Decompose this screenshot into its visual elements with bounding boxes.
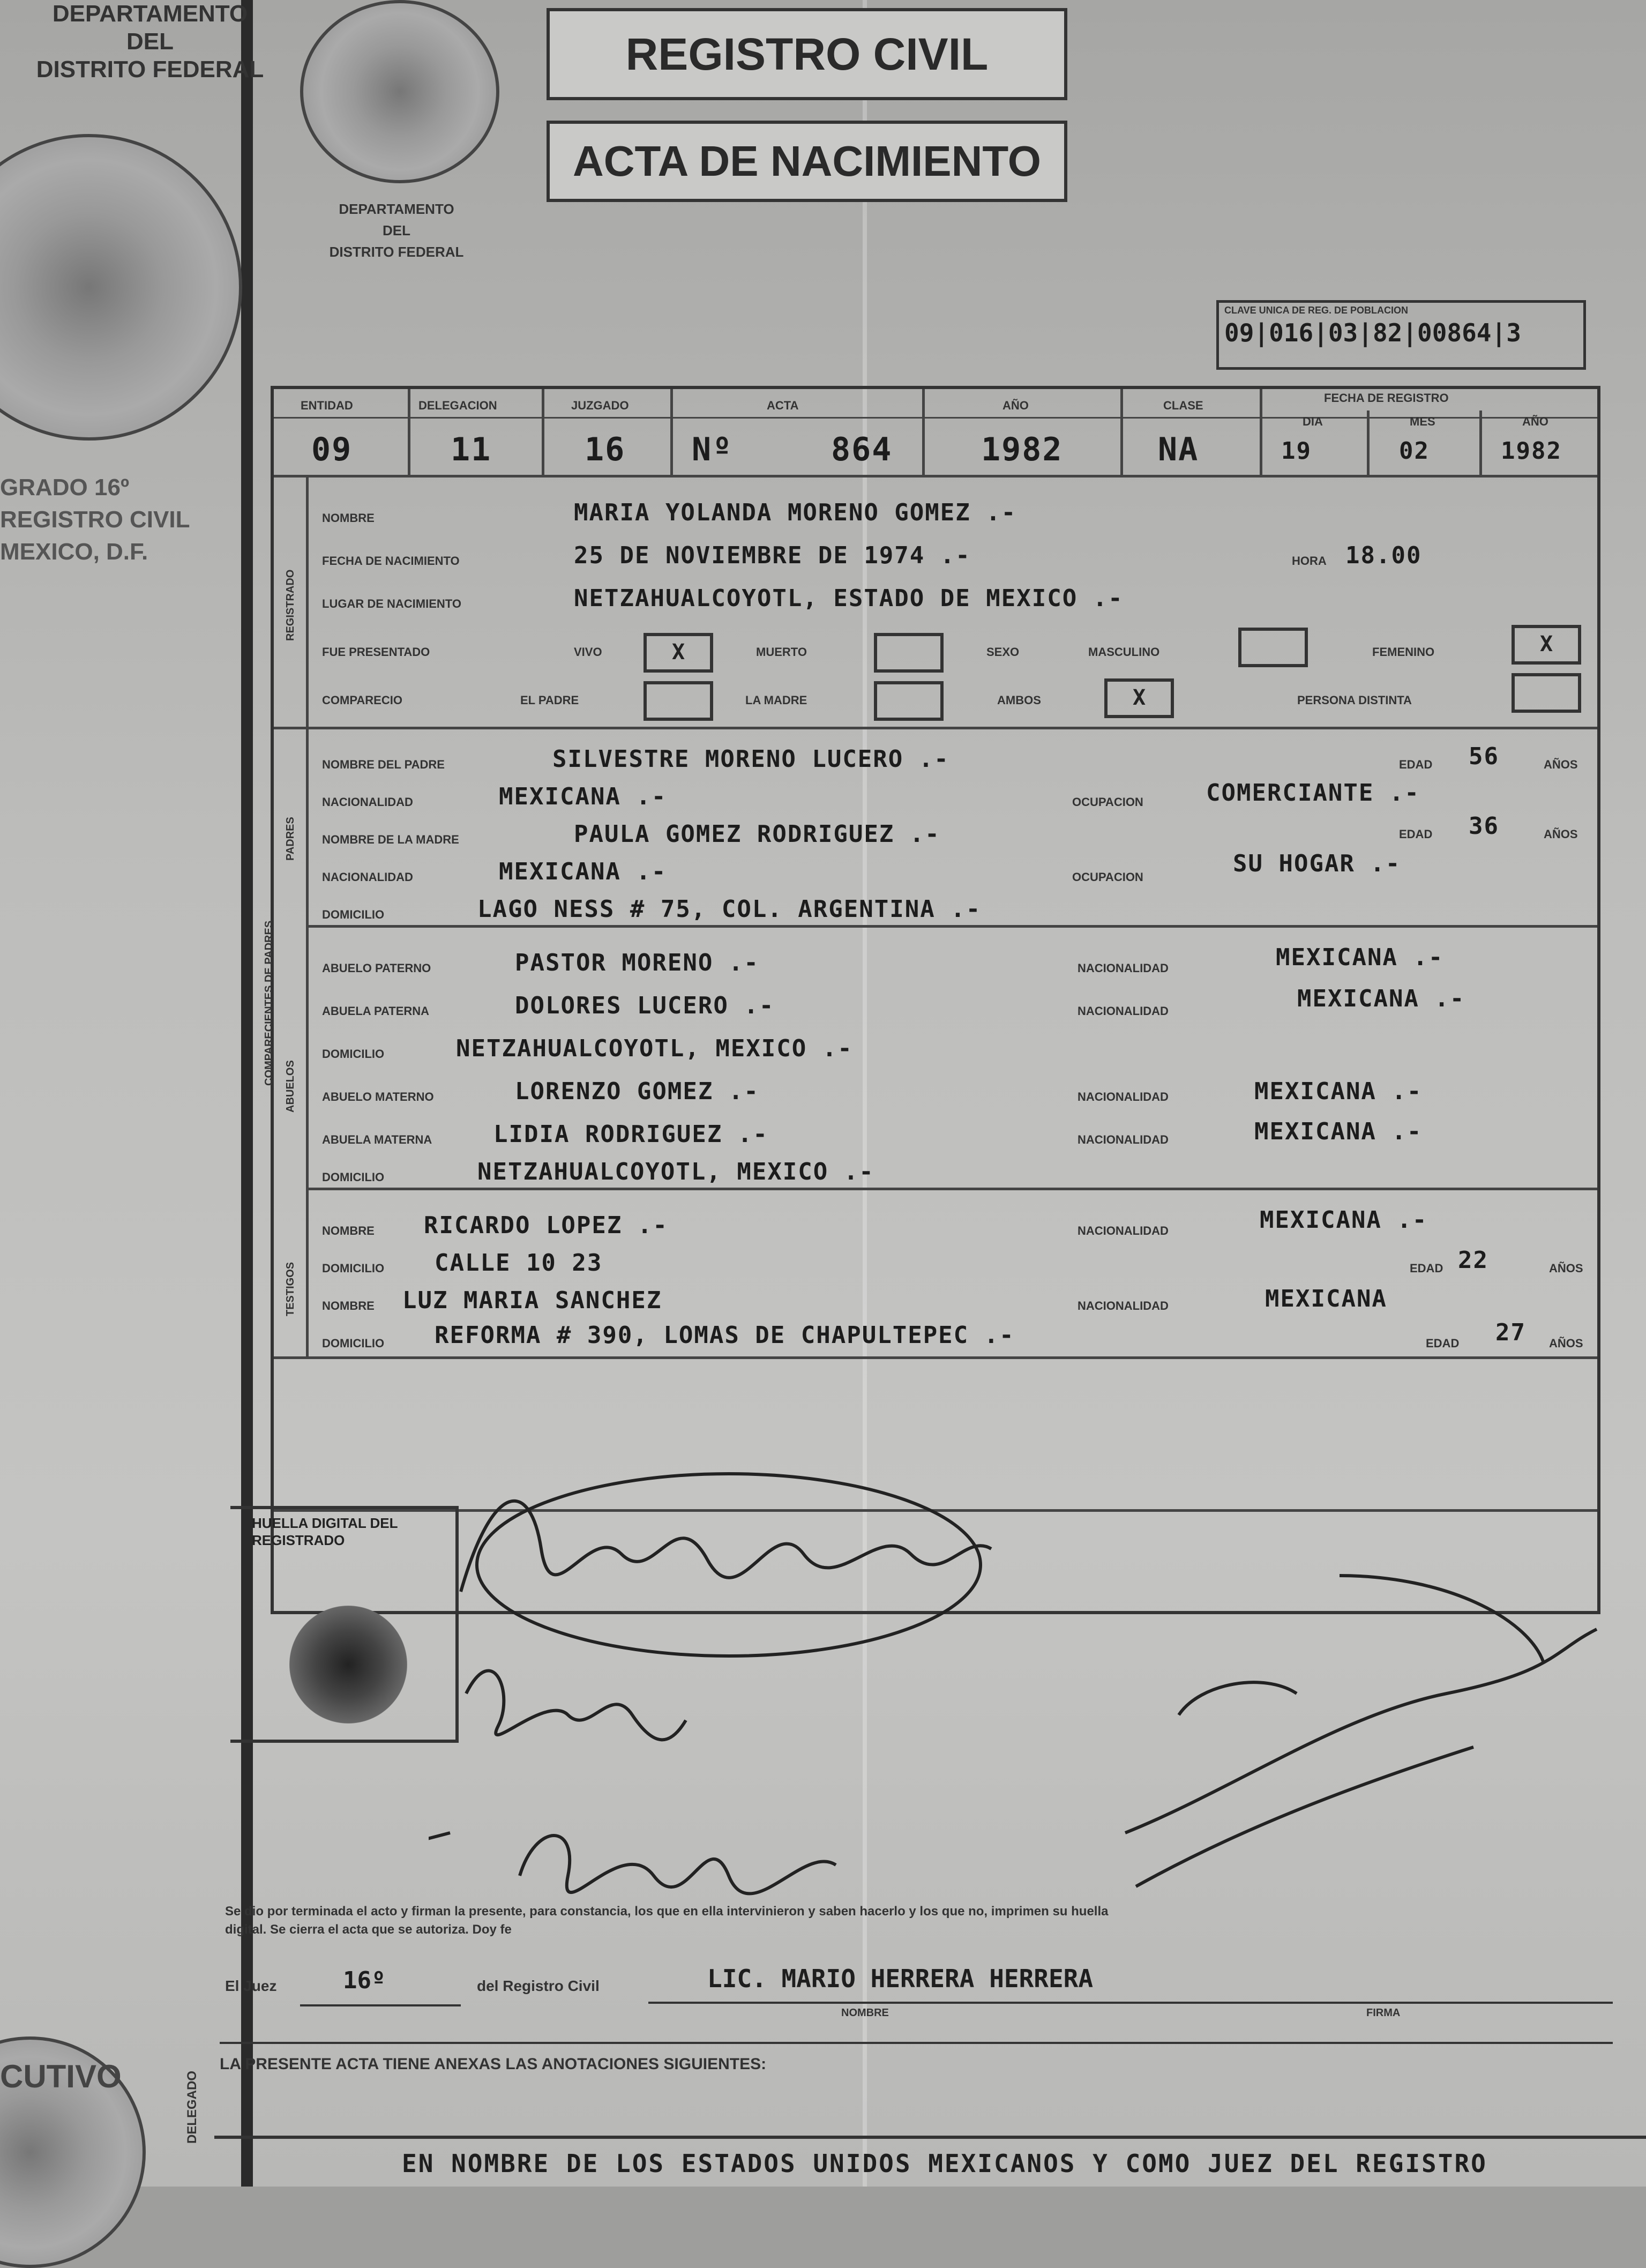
juez-num: 16º: [343, 1967, 386, 1994]
bottom-text: EN NOMBRE DE LOS ESTADOS UNIDOS MEXICANOS Y COMO JUEZ DEL REGISTRO: [402, 2149, 1487, 2178]
testigo1-nac-value: MEXICANA .-: [1260, 1206, 1428, 1234]
binding-spine: [241, 0, 253, 2187]
label-delegacion: DELEGACION: [418, 399, 497, 412]
nacionalidad-padre-value: MEXICANA .-: [499, 783, 667, 810]
label-edad-madre: EDAD: [1399, 827, 1433, 841]
national-seal: [300, 0, 499, 183]
label-anos-padre: AÑOS: [1544, 758, 1578, 771]
label-dia: DIA: [1303, 415, 1323, 428]
cierre-text: Se dio por terminada el acto y firman la presente, para constancia, los que en ella intervinieron y saben hacerlo y los que no, imprimen su huella digital. Se cierra el acta que se autoriza. Doy fe: [225, 1904, 1109, 1937]
label-ocupacion-padre: OCUPACION: [1072, 795, 1143, 809]
dept-header: [11, 0, 289, 84]
entidad-value: 09: [311, 431, 353, 468]
section-testigos: TESTIGOS: [285, 1262, 296, 1316]
juez-nombre-line: [648, 2002, 1613, 2004]
checkbox-masculino: [1238, 628, 1308, 667]
nombre-padre-value: SILVESTRE MORENO LUCERO .-: [552, 745, 949, 773]
registro-label: del Registro Civil: [477, 1978, 600, 1994]
label-fecha-registro: FECHA DE REGISTRO: [1324, 391, 1449, 405]
testigo2-domicilio-value: REFORMA # 390, LOMAS DE CHAPULTEPEC .-: [435, 1322, 1015, 1349]
nombre-madre-value: PAULA GOMEZ RODRIGUEZ .-: [574, 820, 940, 848]
nac-abuelo-paterno-value: MEXICANA .-: [1276, 944, 1444, 971]
huella-box: [230, 1506, 459, 1743]
label-domicilio-abuelos-paternos: DOMICILIO: [322, 1047, 385, 1061]
label-clase: CLASE: [1163, 399, 1203, 412]
mes-value: 02: [1399, 437, 1430, 465]
label-testigo1-anos: AÑOS: [1549, 1262, 1583, 1275]
left-seal-text: GRADO 16º REGISTRO CIVIL MEXICO, D.F.: [0, 474, 190, 565]
label-abuela-paterna: ABUELA PATERNA: [322, 1004, 430, 1018]
lugar-value: NETZAHUALCOYOTL, ESTADO DE MEXICO .-: [574, 585, 1124, 612]
signatures-layer: [429, 1415, 1607, 1961]
label-testigo1-nac: NACIONALIDAD: [1078, 1224, 1169, 1237]
label-abuelo-paterno: ABUELO PATERNO: [322, 961, 431, 975]
label-anos-madre: AÑOS: [1544, 827, 1578, 841]
domicilio-abuelos-maternos-value: NETZAHUALCOYOTL, MEXICO .-: [477, 1158, 874, 1185]
curp-box: [1216, 300, 1586, 370]
checkbox-persona-distinta: [1512, 673, 1581, 713]
label-hora: HORA: [1292, 554, 1327, 568]
label-nacionalidad-madre: NACIONALIDAD: [322, 870, 413, 884]
dept-distrito: DISTRITO FEDERAL: [36, 56, 264, 83]
label-testigo2-nombre: NOMBRE: [322, 1299, 375, 1312]
label-domicilio-padres: DOMICILIO: [322, 908, 385, 921]
label-abuela-materna: ABUELA MATERNA: [322, 1133, 432, 1146]
label-juzgado: JUZGADO: [571, 399, 629, 412]
curp-value: 09|016|03|82|00864|3: [1224, 318, 1521, 347]
checkbox-el-padre: [644, 681, 713, 721]
anio-reg-value: 1982: [1501, 437, 1562, 465]
ocupacion-madre-value: SU HOGAR .-: [1233, 850, 1401, 877]
ocupacion-padre-value: COMERCIANTE .-: [1206, 779, 1420, 807]
label-sexo: SEXO: [986, 645, 1020, 659]
label-nac-abuela-materna: NACIONALIDAD: [1078, 1133, 1169, 1146]
signature-madre: [466, 1671, 686, 1740]
dept-top: DEPARTAMENTO: [52, 1, 248, 27]
label-anio: AÑO: [1002, 399, 1029, 412]
label-el-padre: EL PADRE: [520, 693, 579, 707]
dept-under-seal: DEPARTAMENTO DEL DISTRITO FEDERAL: [329, 201, 464, 260]
abuela-paterna-value: DOLORES LUCERO .-: [515, 992, 775, 1019]
testigo2-edad-value: 27: [1495, 1319, 1526, 1346]
delegacion-value: 11: [451, 431, 492, 468]
juez-nombre: LIC. MARIO HERRERA HERRERA: [707, 1964, 1094, 1993]
label-testigo2-anos: AÑOS: [1549, 1337, 1583, 1350]
nac-abuela-materna-value: MEXICANA .-: [1254, 1118, 1423, 1145]
label-testigo1-edad: EDAD: [1410, 1262, 1443, 1275]
edad-madre-value: 36: [1469, 812, 1499, 840]
label-comparecio: COMPARECIO: [322, 693, 402, 707]
acta-title: ACTA DE NACIMIENTO: [547, 121, 1067, 202]
checkbox-femenino: X: [1512, 625, 1581, 665]
label-testigo1-nombre: NOMBRE: [322, 1224, 375, 1237]
nac-abuelo-materno-value: MEXICANA .-: [1254, 1078, 1423, 1105]
signature-juez: [1125, 1576, 1597, 1886]
bottom-rule: [214, 2136, 1646, 2139]
label-persona-distinta: PERSONA DISTINTA: [1297, 693, 1412, 707]
label-edad-padre: EDAD: [1399, 758, 1433, 771]
label-testigo2-nac: NACIONALIDAD: [1078, 1299, 1169, 1312]
label-fue-presentado: FUE PRESENTADO: [322, 645, 430, 659]
label-nac-abuelo-materno: NACIONALIDAD: [1078, 1090, 1169, 1103]
fecha-value: 25 DE NOVIEMBRE DE 1974 .-: [574, 542, 971, 569]
huella-label: HUELLA DIGITAL DEL REGISTRADO: [252, 1515, 398, 1548]
nac-abuela-paterna-value: MEXICANA .-: [1297, 985, 1465, 1012]
testigo1-domicilio-value: CALLE 10 23: [435, 1249, 603, 1277]
testigo2-nombre-value: LUZ MARIA SANCHEZ: [402, 1287, 662, 1314]
domicilio-padres-value: LAGO NESS # 75, COL. ARGENTINA .-: [477, 896, 982, 923]
testigo1-edad-value: 22: [1458, 1247, 1488, 1274]
juzgado-value: 16: [585, 431, 626, 468]
hora-value: 18.00: [1345, 542, 1422, 569]
signature-padre: [461, 1474, 991, 1656]
section-comparecientes: COMPARECIENTES DE PADRES: [263, 920, 275, 1086]
nombre-value: MARIA YOLANDA MORENO GOMEZ .-: [574, 499, 1017, 526]
label-vivo: VIVO: [574, 645, 602, 659]
dept-del: DEL: [126, 28, 174, 55]
abuelo-materno-value: LORENZO GOMEZ .-: [515, 1078, 759, 1105]
checkbox-ambos: X: [1104, 678, 1174, 718]
checkbox-vivo: X: [644, 633, 713, 673]
label-acta: ACTA: [767, 399, 799, 412]
juez-label: El Juez: [225, 1978, 277, 1994]
label-ambos: AMBOS: [997, 693, 1041, 707]
anexas-text: LA PRESENTE ACTA TIENE ANEXAS LAS ANOTACIONES SIGUIENTES:: [220, 2055, 767, 2073]
label-nac-abuela-paterna: NACIONALIDAD: [1078, 1004, 1169, 1018]
label-abuelo-materno: ABUELO MATERNO: [322, 1090, 434, 1103]
acta-no-label: Nº: [692, 431, 733, 468]
label-nacionalidad-padre: NACIONALIDAD: [322, 795, 413, 809]
label-testigo2-domicilio: DOMICILIO: [322, 1337, 385, 1350]
label-anio-reg: AÑO: [1522, 415, 1548, 428]
label-testigo1-domicilio: DOMICILIO: [322, 1262, 385, 1275]
nacionalidad-madre-value: MEXICANA .-: [499, 858, 667, 885]
abuela-materna-value: LIDIA RODRIGUEZ .-: [493, 1121, 768, 1148]
label-nombre-padre: NOMBRE DEL PADRE: [322, 758, 445, 771]
label-la-madre: LA MADRE: [745, 693, 807, 707]
juez-num-line: [300, 2004, 461, 2006]
label-lugar-nacimiento: LUGAR DE NACIMIENTO: [322, 597, 461, 610]
curp-label: CLAVE UNICA DE REG. DE POBLACION: [1224, 305, 1409, 316]
checkbox-la-madre: [874, 681, 944, 721]
edad-padre-value: 56: [1469, 743, 1499, 770]
label-fecha-nacimiento: FECHA DE NACIMIENTO: [322, 554, 460, 568]
label-masculino: MASCULINO: [1088, 645, 1160, 659]
label-nombre-madre: NOMBRE DE LA MADRE: [322, 833, 459, 846]
divider-line: [220, 2042, 1613, 2044]
section-registrado: REGISTRADO: [285, 569, 296, 641]
clase-value: NA: [1158, 431, 1199, 468]
registro-civil-title: REGISTRO CIVIL: [547, 8, 1067, 100]
label-mes: MES: [1410, 415, 1435, 428]
abuelo-paterno-value: PASTOR MORENO .-: [515, 949, 759, 976]
testigo2-nac-value: MEXICANA: [1265, 1285, 1387, 1312]
section-abuelos: ABUELOS: [285, 1060, 296, 1113]
label-nac-abuelo-paterno: NACIONALIDAD: [1078, 961, 1169, 975]
acta-value: 864: [831, 431, 893, 468]
domicilio-abuelos-paternos-value: NETZAHUALCOYOTL, MEXICO .-: [456, 1035, 853, 1062]
spine-text: DELEGADO: [185, 2070, 199, 2144]
label-nombre: NOMBRE: [322, 511, 375, 525]
label-testigo2-edad: EDAD: [1426, 1337, 1460, 1350]
label-femenino: FEMENINO: [1372, 645, 1435, 659]
label-muerto: MUERTO: [756, 645, 807, 659]
checkbox-muerto: [874, 633, 944, 673]
nombre-label: NOMBRE: [841, 2007, 889, 2019]
dia-value: 19: [1281, 437, 1312, 465]
fingerprint-icon: [289, 1606, 407, 1724]
label-entidad: ENTIDAD: [301, 399, 353, 412]
bottom-left-stamp-text: CUTIVO: [0, 2058, 122, 2094]
firma-label: FIRMA: [1366, 2007, 1401, 2019]
label-domicilio-abuelos-maternos: DOMICILIO: [322, 1170, 385, 1184]
anio-value: 1982: [981, 431, 1063, 468]
label-ocupacion-madre: OCUPACION: [1072, 870, 1143, 884]
section-padres: PADRES: [285, 817, 296, 861]
testigo1-nombre-value: RICARDO LOPEZ .-: [424, 1212, 668, 1239]
